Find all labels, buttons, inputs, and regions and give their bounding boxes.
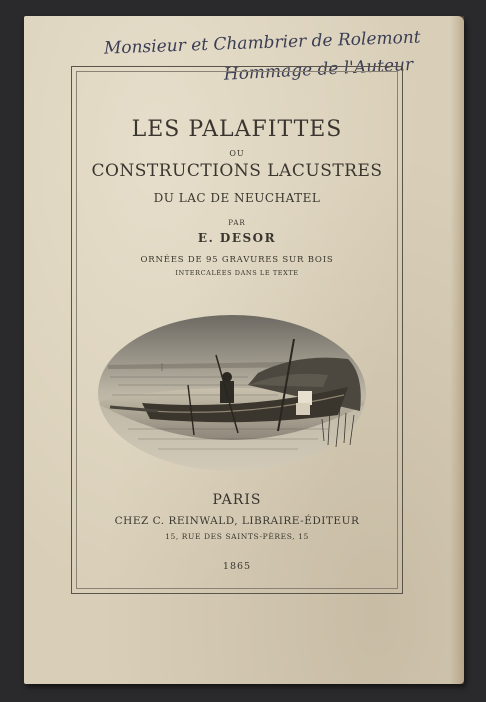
engraving-svg xyxy=(98,315,366,471)
illustrations-subnote: INTERCALÉES DANS LE TEXTE xyxy=(175,269,299,277)
illustrations-note: ORNÉES DE 95 GRAVURES SUR BOIS xyxy=(140,255,334,265)
inscription-line-1: Monsieur et Chambrier de Rolemont xyxy=(103,27,421,59)
boat-engraving-illustration xyxy=(98,315,366,471)
title-frame xyxy=(71,66,403,594)
author-name: E. DESOR xyxy=(197,231,277,245)
publisher-name: CHEZ C. REINWALD, LIBRAIRE-ÉDITEUR xyxy=(114,515,360,527)
paper-edge-stain xyxy=(450,16,464,684)
publication-place: PARIS xyxy=(212,492,262,508)
book-title: LES PALAFITTES xyxy=(131,117,343,142)
publication-year: 1865 xyxy=(222,561,252,572)
by-label: PAR xyxy=(228,219,246,227)
book-subtitle: CONSTRUCTIONS LACUSTRES xyxy=(91,161,383,181)
book-subtitle-2: DU LAC DE NEUCHATEL xyxy=(153,191,321,205)
book-cover xyxy=(24,16,464,684)
title-connector: OU xyxy=(229,149,245,158)
publisher-address: 15, RUE DES SAINTS-PÈRES, 15 xyxy=(165,532,309,541)
inscription-line-2: Hommage de l'Auteur xyxy=(223,54,414,84)
